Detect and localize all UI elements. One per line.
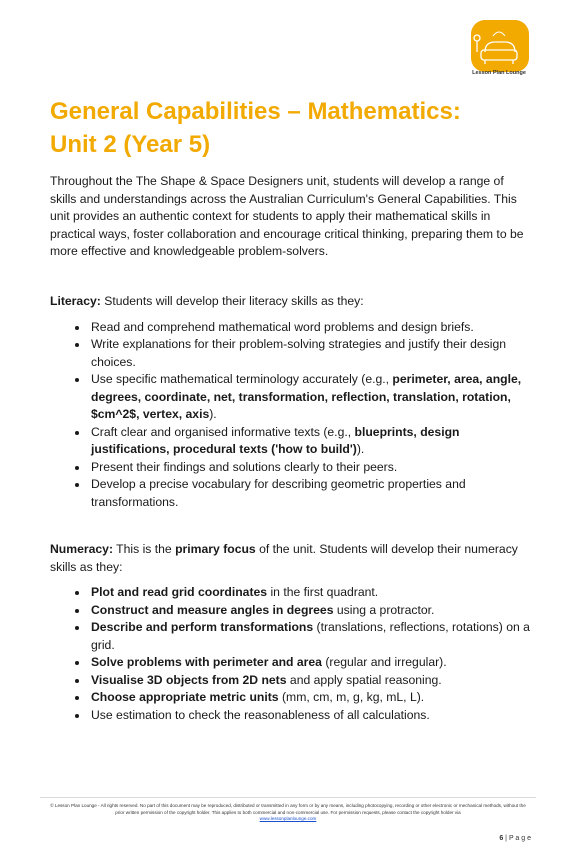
page-number: 6 | P a g e [499,835,531,842]
list-item: • Develop a precise vocabulary for describing geometric properties and transformations. [89,476,530,511]
copyright-footer [48,803,528,823]
literacy-list [50,319,530,512]
literacy-heading: Literacy: [50,294,101,308]
text-types: blueprints, design justifications, procedural texts ('how to build') [91,424,460,456]
title-line-1: General Capabilities – Mathematics: [50,98,461,125]
list-item: • Choose appropriate metric units (mm, cm, m, g, kg, mL, L). [89,689,530,707]
logo-wordmark: Lesson Plan Lounge [472,70,526,76]
title-line-2: Unit 2 (Year 5) [50,131,211,158]
copyright-text: © Lesson Plan Lounge - All rights reserved. No part of this document may be reproduced, distributed or transmitted in any form or by any means, including photocopying, recording or other electronic or mechanical methods, without the prior written permission of the copyright holder. This applies to both commercial and non-commercial use. For permission requests, please contact the copyright holder via [50,803,526,815]
list-item: • Write explanations for their problem-solving strategies and justify their design choices. [89,336,530,371]
list-item: • Visualise 3D objects from 2D nets and apply spatial reasoning. [89,672,530,690]
list-item: • Use estimation to check the reasonableness of all calculations. [89,707,530,725]
list-item: • Solve problems with perimeter and area (regular and irregular). [89,654,530,672]
numeracy-section [50,541,530,724]
list-item: • Construct and measure angles in degrees using a protractor. [89,602,530,620]
footer-divider [40,797,536,798]
list-item: • Describe and perform transformations (translations, reflections, rotations) on a grid. [89,619,530,654]
intro-paragraph: Throughout the The Shape & Space Designers unit, students will develop a range of skills and understandings across the Australian Curriculum's General Capabilities. This unit provides an authentic context for students to apply their mathematical skills in practical ways, foster collaboration and encourage critical thinking, preparing them to be more effective and knowledgeable problem-solvers. [50,174,524,258]
terminology-terms: perimeter, area, angle, degrees, coordinate, net, transformation, reflection, translation, rotation, $cm^2$, vertex, axis [91,372,522,421]
numeracy-lead: Numeracy: This is the primary focus of the unit. Students will develop their numeracy skills as they: [50,542,518,574]
page-title [50,95,520,161]
list-item: • Craft clear and organised informative texts (e.g., blueprints, design justifications, procedural texts ('how to build')). [89,424,530,459]
list-item: • Read and comprehend mathematical word problems and design briefs. [89,319,530,337]
website-link[interactable]: www.lessonplanlounge.com [259,816,317,821]
list-item: • Plot and read grid coordinates in the first quadrant. [89,584,530,602]
numeracy-list [50,584,530,724]
list-item: • Present their findings and solutions clearly to their peers. [89,459,530,477]
numeracy-heading: Numeracy: [50,542,113,556]
literacy-section [50,293,530,511]
literacy-lead: Literacy: Students will develop their literacy skills as they: [50,294,364,308]
list-item: • Use specific mathematical terminology accurately (e.g., perimeter, area, angle, degrees, coordinate, net, transformation, reflection, translation, rotation, $cm^2$, vertex, axis). [89,371,530,424]
